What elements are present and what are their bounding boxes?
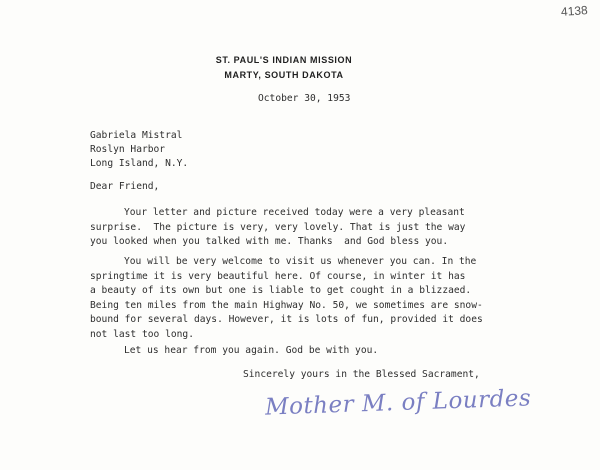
paragraph-line: bound for several days. However, it is lots of fun, provided it does <box>90 314 483 325</box>
paragraph-line: a beauty of its own but one is liable to get cought in a blizzaed. <box>90 285 472 296</box>
recipient-name: Gabriela Mistral <box>90 130 183 141</box>
body-paragraph-1 <box>90 206 520 250</box>
body-paragraph-2 <box>90 255 520 342</box>
archive-number: 4138 <box>560 3 589 19</box>
paragraph-line: Let us hear from you again. God be with you. <box>124 345 379 356</box>
paragraph-line: you looked when you talked with me. Thanks and God bless you. <box>90 236 449 247</box>
paragraph-line: Your letter and picture received today were a very pleasant <box>124 207 465 218</box>
closing: Sincerely yours in the Blessed Sacrament, <box>243 369 480 380</box>
salutation: Dear Friend, <box>90 181 160 192</box>
paragraph-line: springtime it is very beautiful here. Of course, in winter it has <box>90 270 466 282</box>
paragraph-line: Being ten miles from the main Highway No. 50, we sometimes are snow- <box>90 299 483 311</box>
recipient-address <box>90 129 188 171</box>
letter-date: October 30, 1953 <box>258 93 351 104</box>
recipient-city: Long Island, N.Y. <box>90 158 189 169</box>
letterhead <box>0 53 568 83</box>
body-paragraph-3 <box>90 344 520 359</box>
paragraph-line: not last too long. <box>90 328 194 340</box>
paragraph-line: You will be very welcome to visit us whenever you can. In the <box>124 256 477 267</box>
paragraph-line: surprise. The picture is very, very lovely. That is just the way <box>90 221 466 233</box>
letterhead-organization: ST. PAUL'S INDIAN MISSION <box>215 55 353 65</box>
handwritten-signature: Mother M. of Lourdes <box>264 385 532 421</box>
recipient-street: Roslyn Harbor <box>90 144 166 155</box>
letterhead-location: MARTY, SOUTH DAKOTA <box>224 70 344 80</box>
